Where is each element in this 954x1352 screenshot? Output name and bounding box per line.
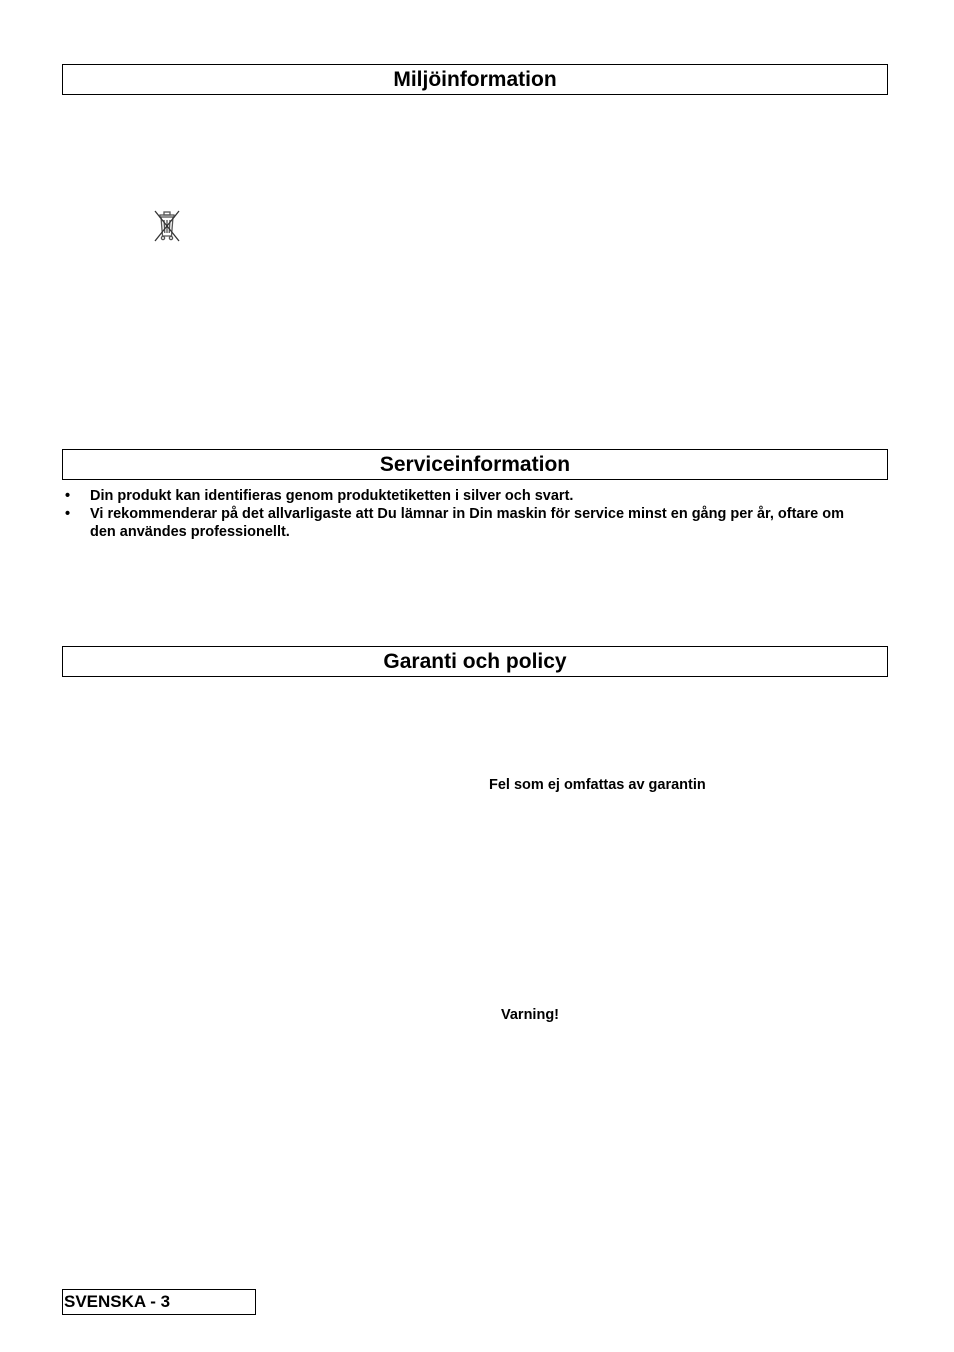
bullet-icon: •	[65, 488, 71, 504]
bullet-text: Din produkt kan identifieras genom produktetiketten i silver och svart.	[90, 488, 574, 504]
page-footer-label: SVENSKA - 3	[62, 1289, 256, 1315]
warranty-exclusions-heading: Fel som ej omfattas av garantin	[489, 777, 706, 793]
warranty-section-title: Garanti och policy	[62, 646, 888, 677]
service-section-title: Serviceinformation	[62, 449, 888, 480]
bullet-text: Vi rekommenderar på det allvarligaste att Du lämnar in Din maskin för service minst en gång per år, oftare om den användes professionellt.	[90, 506, 844, 540]
environment-section-title: Miljöinformation	[62, 64, 888, 95]
crossed-out-wheelie-bin-icon	[152, 209, 182, 243]
bullet-icon: •	[65, 506, 71, 522]
list-item	[62, 487, 862, 505]
warning-label: Varning!	[501, 1007, 560, 1023]
list-item	[62, 505, 862, 541]
service-bullet-list	[62, 487, 862, 541]
